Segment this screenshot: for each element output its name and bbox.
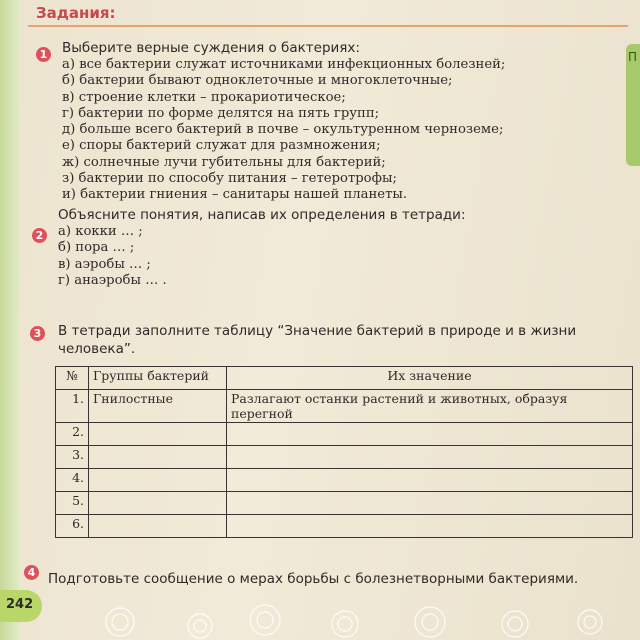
table-cell [89,492,227,515]
table-cell: 3. [56,446,89,469]
table-cell [89,423,227,446]
side-tab [626,44,640,166]
table-row [56,446,633,469]
table-cell [89,446,227,469]
table-cell [89,515,227,538]
list-item: в) аэробы … ; [58,256,151,272]
table-cell: 1. [56,390,89,423]
table-cell [227,446,633,469]
left-margin-strip [0,0,20,640]
table-row [56,469,633,492]
table-row [56,390,633,423]
table-row [56,515,633,538]
page-number: 242 [6,597,34,612]
list-item: ж) солнечные лучи губительны для бактерий; [62,154,386,170]
list-item: е) споры бактерий служат для размножения; [62,138,381,154]
column-header-groups: Группы бактерий [89,367,227,390]
side-tab-label: П [628,50,638,64]
table-row [56,423,633,446]
table-cell [227,515,633,538]
list-item: а) все бактерии служат источниками инфекционных болезней; [62,57,506,72]
table-row [56,492,633,515]
list-item: б) пора … ; [58,240,135,256]
table-cell: 5. [56,492,89,515]
table-cell: 4. [56,469,89,492]
task-2-list [58,224,167,289]
task-2-heading: Объясните понятия, написав их определения в тетради: [58,207,466,223]
task-3-text: В тетради заполните таблицу “Значение бактерий в природе и в жизни человека”. [58,323,577,357]
list-item: и) бактерии гниения – санитары нашей планеты. [62,187,408,203]
list-item: д) больше всего бактерий в почве – окультуренном черноземе; [62,122,504,138]
list-item: г) бактерии по форме делятся на пять групп; [62,105,380,121]
list-item: в) строение клетки – прокариотическое; [62,89,346,105]
header-divider [28,25,628,27]
table-cell [227,492,633,515]
table-cell [227,469,633,492]
table-header-row [56,367,633,390]
task-1-heading: Выберите верные суждения о бактериях: [62,40,360,56]
dandelion-decoration [60,598,620,640]
table-cell: Гнилостные [89,390,227,423]
table-cell: 2. [56,423,89,446]
table-cell: Разлагают останки растений и животных, образуя перегной [227,390,633,423]
task-1-list [62,57,505,204]
section-title: Задания: [36,4,116,22]
table-cell [227,423,633,446]
task-4-number: 4 [24,565,39,580]
list-item: б) бактерии бывают одноклеточные и многоклеточные; [62,73,453,89]
task-3-number: 3 [30,326,45,341]
task-2-number: 2 [32,228,47,243]
bacteria-table [55,366,633,538]
list-item: г) анаэробы … . [58,272,167,288]
page-number-badge [0,590,42,622]
task-4-text: Подготовьте сообщение о мерах борьбы с болезнетворными бактериями. [48,571,579,587]
list-item: а) кокки … ; [58,224,143,239]
list-item: з) бактерии по способу питания – гетеротрофы; [62,171,397,187]
column-header-number: № [56,367,89,390]
task-1-number: 1 [36,47,51,62]
column-header-meaning: Их значение [227,367,633,390]
table-cell: 6. [56,515,89,538]
table-cell [89,469,227,492]
